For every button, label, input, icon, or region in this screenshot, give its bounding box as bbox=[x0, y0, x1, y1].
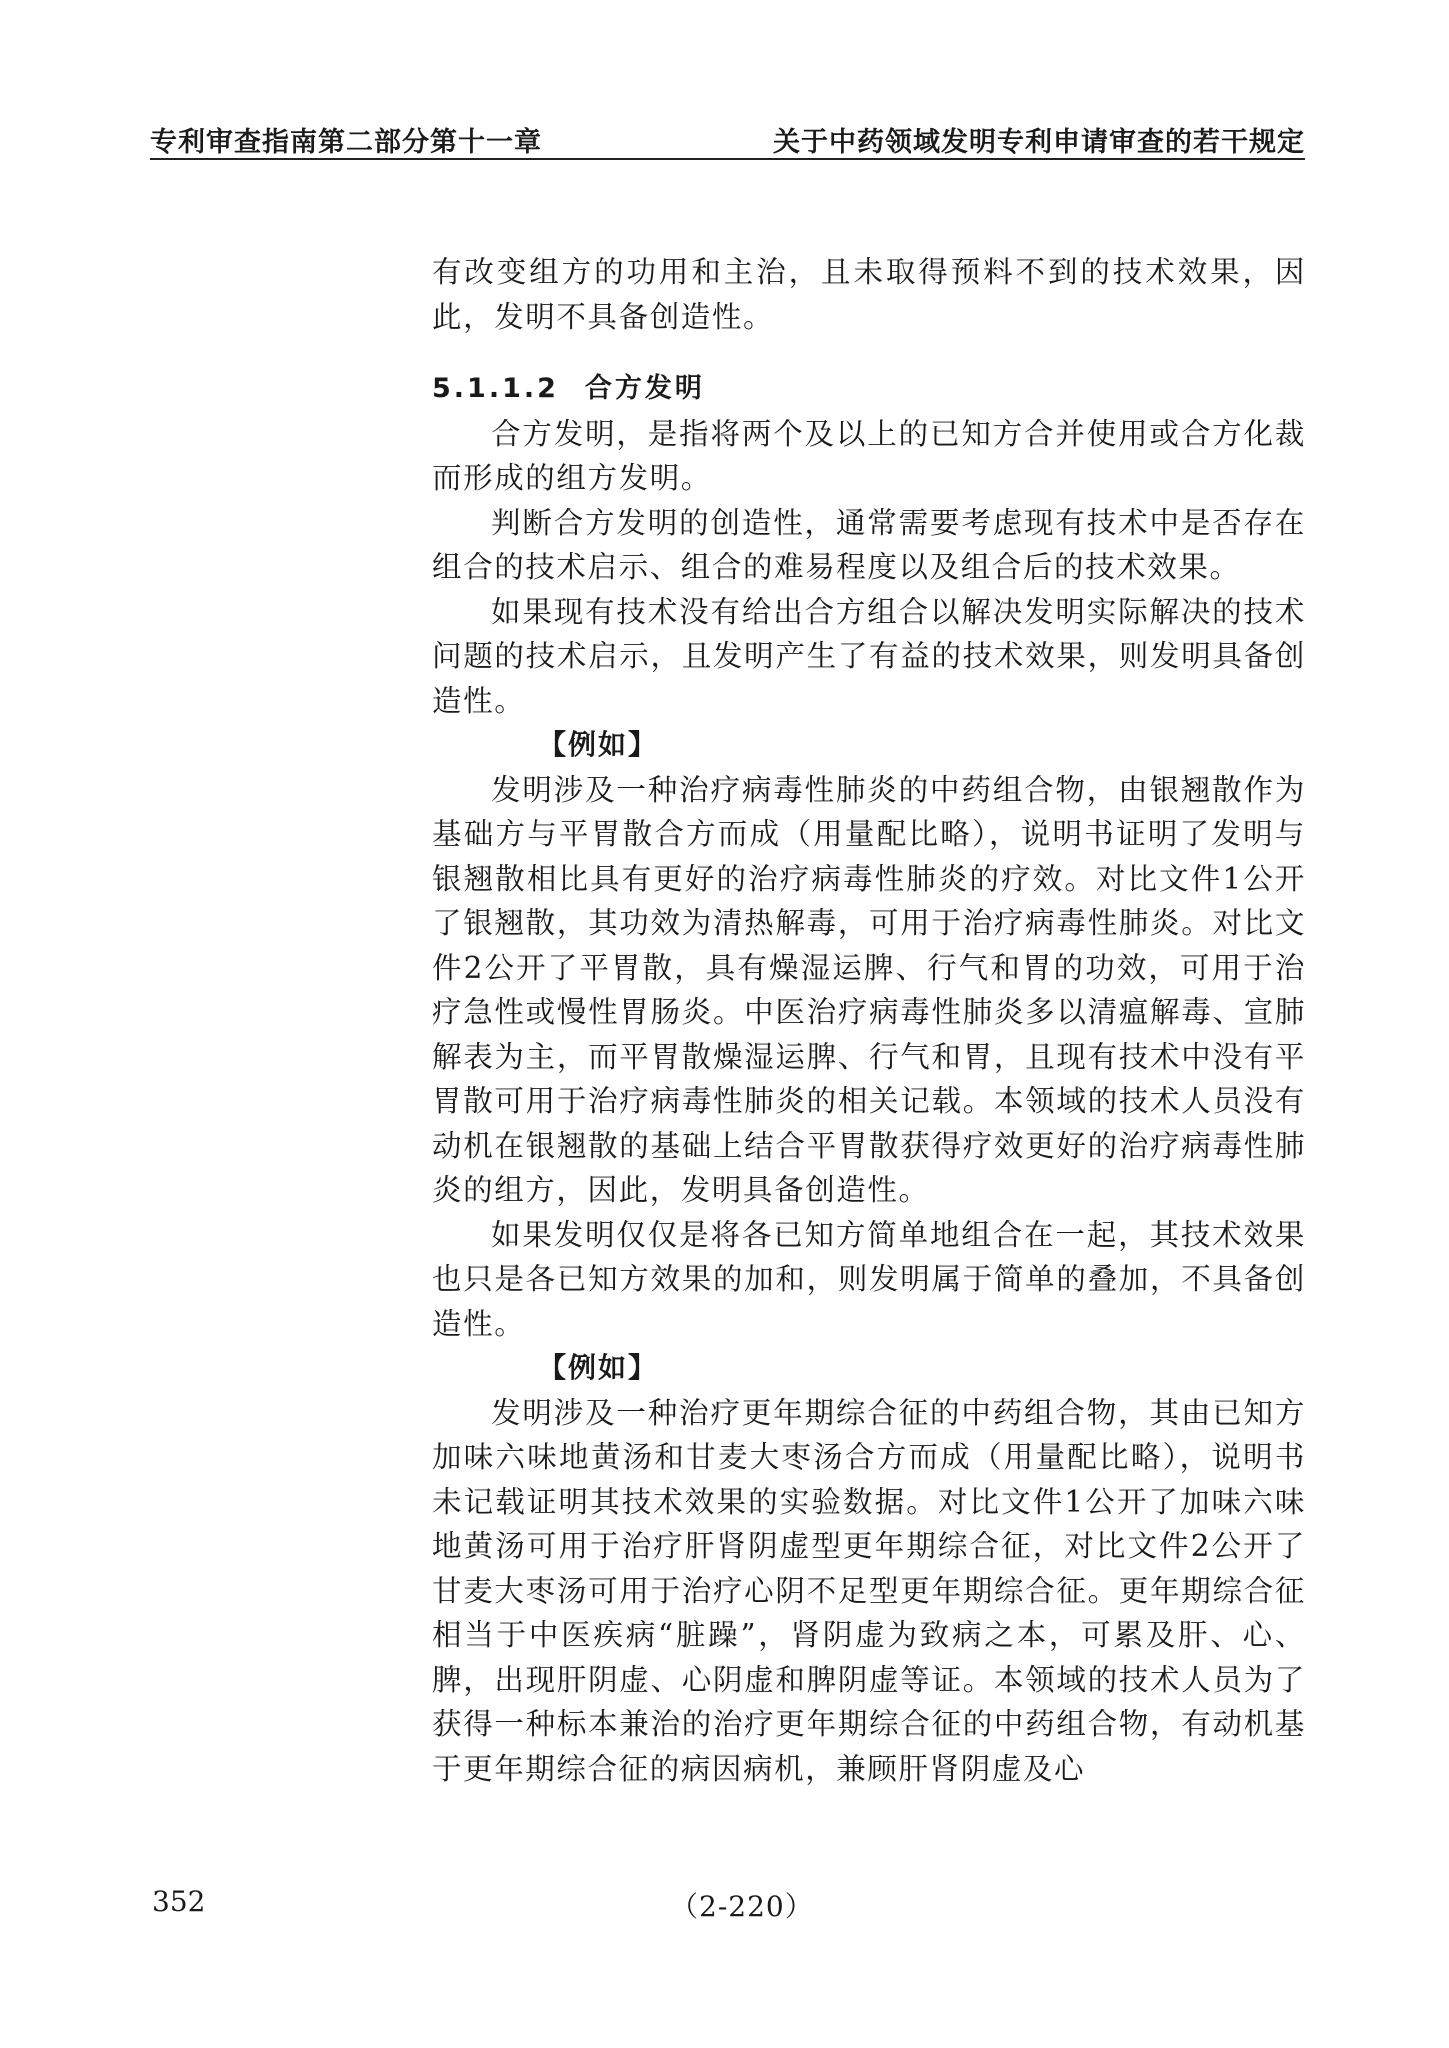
example-label: 【例如】 bbox=[538, 1351, 659, 1384]
header-section-title: 关于中药领域发明专利申请审查的若干规定 bbox=[773, 127, 1305, 158]
paragraph-simple-combination: 如果发明仅仅是将各已知方简单地组合在一起，其技术效果也只是各已知方效果的加和，则发明属于简单的叠加，不具备创造性。 bbox=[432, 1217, 1306, 1341]
page-number: 352 bbox=[152, 1885, 206, 1918]
body-text bbox=[432, 250, 1306, 1791]
paragraph-definition: 合方发明，是指将两个及以上的已知方合并使用或合方化裁而形成的组方发明。 bbox=[432, 416, 1306, 495]
section-number: 5.1.1.2 bbox=[432, 373, 559, 404]
paragraph-example-2: 发明涉及一种治疗更年期综合征的中药组合物，其由已知方加味六味地黄汤和甘麦大枣汤合方而成（用量配比略），说明书未记载证明其技术效果的实验数据。对比文件1公开了加味六味地黄汤可用于治疗肝肾阴虚型更年期综合征，对比文件2公开了甘麦大枣汤可用于治疗心阴不足型更年期综合征。更年期综合征相当于中医疾病“脏躁”，肾阴虚为致病之本，可累及肝、心、脾，出现肝阴虚、心阴虚和脾阴虚等证。本领域的技术人员为了获得一种标本兼治的治疗更年期综合征的中药组合物，有动机基于更年期综合征的病因病机，兼顾肝肾阴虚及心 bbox=[432, 1395, 1306, 1786]
section-title: 合方发明 bbox=[584, 373, 705, 404]
example-label: 【例如】 bbox=[538, 728, 659, 761]
spacer bbox=[432, 339, 1306, 367]
section-heading bbox=[432, 367, 1306, 412]
section-page-code: （2-220） bbox=[670, 1890, 814, 1923]
running-header bbox=[150, 112, 1305, 160]
paragraph-example-1: 发明涉及一种治疗病毒性肺炎的中药组合物，由银翘散作为基础方与平胃散合方而成（用量配比略），说明书证明了发明与银翘散相比具有更好的治疗病毒性肺炎的疗效。对比文件1公开了银翘散，其功效为清热解毒，可用于治疗病毒性肺炎。对比文件2公开了平胃散，具有燥湿运脾、行气和胃的功效，可用于治疗急性或慢性胃肠炎。中医治疗病毒性肺炎多以清瘟解毒、宣肺解表为主，而平胃散燥湿运脾、行气和胃，且现有技术中没有平胃散可用于治疗病毒性肺炎的相关记载。本领域的技术人员没有动机在银翘散的基础上结合平胃散获得疗效更好的治疗病毒性肺炎的组方，因此，发明具备创造性。 bbox=[432, 772, 1306, 1207]
paragraph-inventive: 如果现有技术没有给出合方组合以解决发明实际解决的技术问题的技术启示，且发明产生了有益的技术效果，则发明具备创造性。 bbox=[432, 594, 1306, 718]
paragraph-judgement: 判断合方发明的创造性，通常需要考虑现有技术中是否存在组合的技术启示、组合的难易程度以及组合后的技术效果。 bbox=[432, 505, 1306, 584]
header-chapter-title: 专利审查指南第二部分第十一章 bbox=[150, 127, 542, 158]
continued-paragraph: 有改变组方的功用和主治，且未取得预料不到的技术效果，因此，发明不具备创造性。 bbox=[432, 255, 1306, 334]
